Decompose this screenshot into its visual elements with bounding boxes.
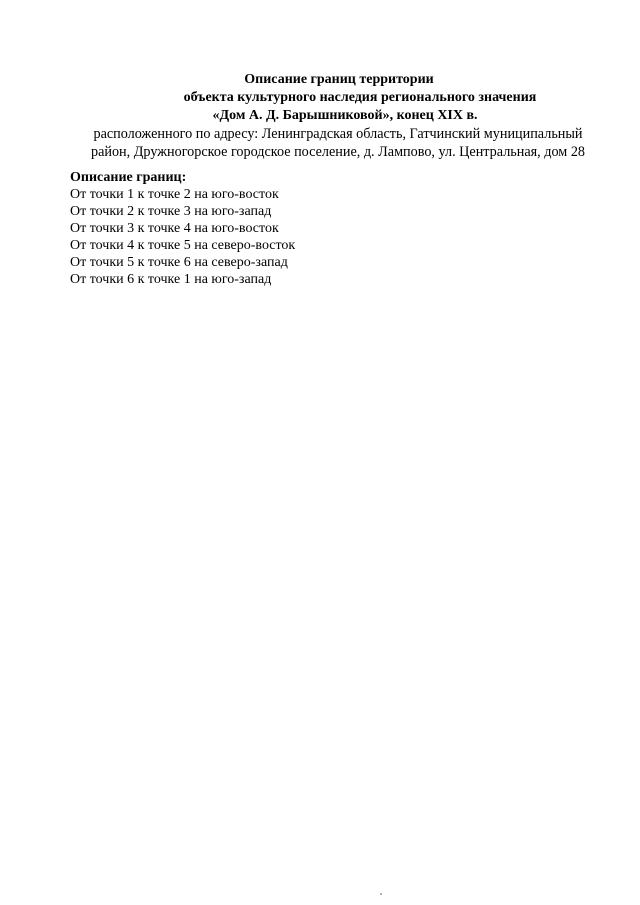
boundaries-list xyxy=(70,186,610,288)
boundaries-title: Описание границ: xyxy=(70,170,187,185)
list-item: От точки 3 к точке 4 на юго-восток xyxy=(70,221,279,236)
header-address-line-1: расположенного по адресу: Ленинградская область, Гатчинский муниципальный xyxy=(93,126,583,142)
header-address-line-2: район, Дружногорское городское поселение, д. Лампово, ул. Центральная, дом 28 xyxy=(90,144,586,160)
header-title: Описание границ территории xyxy=(244,72,434,87)
list-item: От точки 1 к точке 2 на юго-восток xyxy=(70,187,279,202)
list-item: От точки 2 к точке 3 на юго-запад xyxy=(70,204,272,219)
list-item: От точки 5 к точке 6 на северо-запад xyxy=(70,255,288,270)
header-object-name: «Дом А. Д. Барышниковой», конец XIX в. xyxy=(212,108,478,123)
document-header xyxy=(60,71,616,161)
scan-dot xyxy=(380,893,382,895)
header-object-type: объекта культурного наследия регионального значения xyxy=(183,90,537,105)
list-item: От точки 4 к точке 5 на северо-восток xyxy=(70,238,296,253)
list-item: От точки 6 к точке 1 на юго-запад xyxy=(70,272,272,287)
boundaries-section xyxy=(70,169,610,288)
